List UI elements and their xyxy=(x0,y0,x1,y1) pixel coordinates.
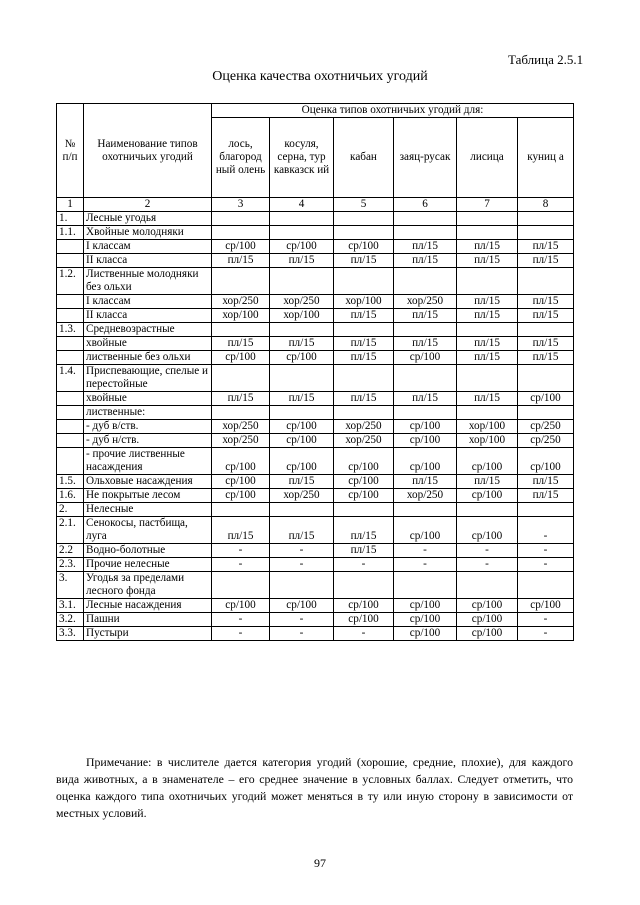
value-cell xyxy=(457,268,518,295)
value-cell xyxy=(394,503,457,517)
value-cell xyxy=(270,212,334,226)
value-cell: ср/100 xyxy=(334,613,394,627)
table-row xyxy=(57,406,574,420)
row-name: Нелесные xyxy=(84,503,212,517)
value-cell: ср/100 xyxy=(212,475,270,489)
value-cell: ср/100 xyxy=(270,420,334,434)
value-cell xyxy=(457,503,518,517)
value-cell xyxy=(334,365,394,392)
header-animal: косуля, серна, тур кавказск ий xyxy=(270,118,334,198)
value-cell xyxy=(270,268,334,295)
value-cell: - xyxy=(518,558,574,572)
value-cell: хор/100 xyxy=(457,420,518,434)
table-row xyxy=(57,309,574,323)
value-cell: пл/15 xyxy=(270,337,334,351)
value-cell: хор/250 xyxy=(394,295,457,309)
table-row xyxy=(57,627,574,641)
value-cell: пл/15 xyxy=(518,489,574,503)
value-cell xyxy=(270,406,334,420)
index-cell: 1 xyxy=(57,198,84,212)
row-name: II класса xyxy=(84,254,212,268)
value-cell: ср/100 xyxy=(457,448,518,475)
footnote: Примечание: в числителе дается категория угодий (хорошие, средние, плохие), для каждого вида животных, а в знаменателе – его среднее значение в условных баллах. Следует отметить, что оценка каждого типа охотничьих угодий может меняться в ту или иную сторону в зависимости от местных условий. xyxy=(56,755,573,820)
value-cell: хор/250 xyxy=(270,489,334,503)
value-cell xyxy=(394,572,457,599)
value-cell xyxy=(334,212,394,226)
table-row xyxy=(57,448,574,475)
row-number: 3.2. xyxy=(57,613,84,627)
value-cell: хор/100 xyxy=(334,295,394,309)
value-cell xyxy=(457,406,518,420)
row-number xyxy=(57,309,84,323)
value-cell: ср/100 xyxy=(270,599,334,613)
value-cell xyxy=(518,323,574,337)
value-cell xyxy=(394,212,457,226)
value-cell xyxy=(334,503,394,517)
row-number: 1.4. xyxy=(57,365,84,392)
value-cell: пл/15 xyxy=(518,337,574,351)
value-cell: пл/15 xyxy=(212,337,270,351)
value-cell: - xyxy=(394,558,457,572)
row-name: Прочие нелесные xyxy=(84,558,212,572)
value-cell: - xyxy=(457,558,518,572)
row-name: Сенокосы, пастбища, луга xyxy=(84,517,212,544)
index-cell: 4 xyxy=(270,198,334,212)
value-cell: хор/250 xyxy=(334,420,394,434)
value-cell: - xyxy=(212,613,270,627)
value-cell: хор/250 xyxy=(270,295,334,309)
value-cell: пл/15 xyxy=(518,351,574,365)
value-cell: пл/15 xyxy=(334,254,394,268)
table-row xyxy=(57,212,574,226)
value-cell: пл/15 xyxy=(394,392,457,406)
value-cell: - xyxy=(270,544,334,558)
header-animal: куниц а xyxy=(518,118,574,198)
row-number xyxy=(57,295,84,309)
value-cell xyxy=(334,268,394,295)
value-cell: хор/250 xyxy=(212,434,270,448)
row-number: 2.2 xyxy=(57,544,84,558)
value-cell: ср/100 xyxy=(457,517,518,544)
value-cell: хор/100 xyxy=(270,309,334,323)
row-name: - дуб в/ств. xyxy=(84,420,212,434)
row-name: - дуб н/ств. xyxy=(84,434,212,448)
value-cell xyxy=(394,323,457,337)
value-cell: ср/100 xyxy=(212,599,270,613)
row-number: 1.1. xyxy=(57,226,84,240)
value-cell: ср/100 xyxy=(457,489,518,503)
value-cell: ср/100 xyxy=(394,434,457,448)
value-cell: ср/100 xyxy=(394,420,457,434)
value-cell: ср/250 xyxy=(518,434,574,448)
value-cell: ср/100 xyxy=(518,448,574,475)
value-cell: ср/100 xyxy=(457,613,518,627)
value-cell: пл/15 xyxy=(457,351,518,365)
value-cell xyxy=(270,365,334,392)
value-cell: пл/15 xyxy=(334,337,394,351)
value-cell: пл/15 xyxy=(394,337,457,351)
index-cell: 8 xyxy=(518,198,574,212)
header-animal: лисица xyxy=(457,118,518,198)
value-cell xyxy=(457,212,518,226)
value-cell: ср/100 xyxy=(212,489,270,503)
value-cell: пл/15 xyxy=(270,517,334,544)
row-name: лиственные: xyxy=(84,406,212,420)
value-cell xyxy=(212,406,270,420)
value-cell: ср/100 xyxy=(270,240,334,254)
value-cell xyxy=(394,226,457,240)
value-cell xyxy=(457,323,518,337)
value-cell: ср/100 xyxy=(334,489,394,503)
value-cell: - xyxy=(518,517,574,544)
value-cell: ср/100 xyxy=(394,448,457,475)
value-cell: пл/15 xyxy=(518,475,574,489)
value-cell: ср/100 xyxy=(270,448,334,475)
value-cell: пл/15 xyxy=(394,254,457,268)
hunting-grounds-table xyxy=(56,103,574,641)
page-number: 97 xyxy=(314,856,326,870)
value-cell: пл/15 xyxy=(518,295,574,309)
index-cell: 5 xyxy=(334,198,394,212)
value-cell: ср/100 xyxy=(394,517,457,544)
row-number: 3.3. xyxy=(57,627,84,641)
table-row xyxy=(57,337,574,351)
value-cell: пл/15 xyxy=(518,254,574,268)
value-cell: - xyxy=(270,613,334,627)
value-cell: ср/250 xyxy=(518,420,574,434)
value-cell: ср/100 xyxy=(212,448,270,475)
row-name: лиственные без ольхи xyxy=(84,351,212,365)
header-animal: заяц-русак xyxy=(394,118,457,198)
value-cell xyxy=(334,323,394,337)
value-cell: - xyxy=(334,627,394,641)
value-cell: - xyxy=(518,627,574,641)
value-cell: пл/15 xyxy=(457,254,518,268)
row-number xyxy=(57,448,84,475)
value-cell: хор/100 xyxy=(212,309,270,323)
index-cell: 3 xyxy=(212,198,270,212)
value-cell: - xyxy=(518,613,574,627)
value-cell: ср/100 xyxy=(334,599,394,613)
row-number xyxy=(57,337,84,351)
value-cell: хор/250 xyxy=(394,489,457,503)
value-cell: пл/15 xyxy=(334,392,394,406)
value-cell xyxy=(212,503,270,517)
row-name: Хвойные молодняки xyxy=(84,226,212,240)
value-cell: ср/100 xyxy=(518,599,574,613)
value-cell: пл/15 xyxy=(270,254,334,268)
value-cell: ср/100 xyxy=(457,627,518,641)
value-cell: - xyxy=(334,558,394,572)
table-row xyxy=(57,558,574,572)
value-cell xyxy=(394,406,457,420)
value-cell: хор/250 xyxy=(212,420,270,434)
value-cell: ср/100 xyxy=(334,240,394,254)
row-number: 2. xyxy=(57,503,84,517)
value-cell: пл/15 xyxy=(457,392,518,406)
value-cell: пл/15 xyxy=(518,240,574,254)
row-number: 2.3. xyxy=(57,558,84,572)
value-cell xyxy=(457,226,518,240)
value-cell xyxy=(270,503,334,517)
table-row xyxy=(57,268,574,295)
value-cell xyxy=(212,572,270,599)
value-cell: - xyxy=(457,544,518,558)
value-cell: - xyxy=(212,627,270,641)
table-row xyxy=(57,434,574,448)
row-number xyxy=(57,240,84,254)
value-cell xyxy=(518,226,574,240)
value-cell: пл/15 xyxy=(457,240,518,254)
value-cell: пл/15 xyxy=(212,254,270,268)
value-cell: - xyxy=(212,558,270,572)
value-cell: пл/15 xyxy=(457,337,518,351)
table-row xyxy=(57,572,574,599)
value-cell: - xyxy=(212,544,270,558)
value-cell xyxy=(457,572,518,599)
row-number: 1.2. xyxy=(57,268,84,295)
row-number: 1. xyxy=(57,212,84,226)
value-cell: пл/15 xyxy=(457,309,518,323)
value-cell: пл/15 xyxy=(457,475,518,489)
row-number: 3. xyxy=(57,572,84,599)
row-number xyxy=(57,351,84,365)
value-cell xyxy=(518,268,574,295)
value-cell: пл/15 xyxy=(334,309,394,323)
value-cell xyxy=(518,572,574,599)
value-cell: ср/100 xyxy=(394,599,457,613)
value-cell: пл/15 xyxy=(334,544,394,558)
table-row xyxy=(57,613,574,627)
row-name: Ольховые насаждения xyxy=(84,475,212,489)
value-cell xyxy=(518,406,574,420)
table-row xyxy=(57,351,574,365)
value-cell xyxy=(334,226,394,240)
value-cell xyxy=(270,323,334,337)
value-cell: ср/100 xyxy=(270,434,334,448)
index-cell: 2 xyxy=(84,198,212,212)
row-number: 3.1. xyxy=(57,599,84,613)
value-cell xyxy=(212,365,270,392)
value-cell: - xyxy=(270,558,334,572)
table-number: Таблица 2.5.1 xyxy=(508,52,584,67)
value-cell xyxy=(334,572,394,599)
row-name: Водно-болотные xyxy=(84,544,212,558)
value-cell: ср/100 xyxy=(394,613,457,627)
row-name: Лесные насаждения xyxy=(84,599,212,613)
row-name: хвойные xyxy=(84,337,212,351)
value-cell: ср/100 xyxy=(518,392,574,406)
value-cell xyxy=(394,365,457,392)
value-cell xyxy=(212,226,270,240)
table-row xyxy=(57,392,574,406)
value-cell: пл/15 xyxy=(270,475,334,489)
value-cell xyxy=(518,212,574,226)
row-name: Приспевающие, спелые и перестойные xyxy=(84,365,212,392)
value-cell xyxy=(270,226,334,240)
value-cell: ср/100 xyxy=(334,448,394,475)
row-number xyxy=(57,420,84,434)
value-cell: пл/15 xyxy=(518,309,574,323)
value-cell: хор/100 xyxy=(457,434,518,448)
value-cell: хор/250 xyxy=(334,434,394,448)
value-cell xyxy=(457,365,518,392)
row-number: 2.1. xyxy=(57,517,84,544)
row-name: I классам xyxy=(84,295,212,309)
table-row xyxy=(57,420,574,434)
row-number xyxy=(57,434,84,448)
header-animal: кабан xyxy=(334,118,394,198)
value-cell: пл/15 xyxy=(334,517,394,544)
header-group: Оценка типов охотничьих угодий для: xyxy=(212,104,574,118)
value-cell xyxy=(212,212,270,226)
table-row xyxy=(57,226,574,240)
row-number xyxy=(57,254,84,268)
table-row xyxy=(57,517,574,544)
row-number: 1.5. xyxy=(57,475,84,489)
row-name: Пашни xyxy=(84,613,212,627)
value-cell: пл/15 xyxy=(394,475,457,489)
value-cell: пл/15 xyxy=(212,392,270,406)
index-cell: 6 xyxy=(394,198,457,212)
table-row xyxy=(57,489,574,503)
value-cell: ср/100 xyxy=(270,351,334,365)
table-row xyxy=(57,365,574,392)
row-number xyxy=(57,392,84,406)
value-cell xyxy=(212,268,270,295)
value-cell: пл/15 xyxy=(457,295,518,309)
index-cell: 7 xyxy=(457,198,518,212)
row-number: 1.6. xyxy=(57,489,84,503)
table-row xyxy=(57,295,574,309)
table-row xyxy=(57,475,574,489)
value-cell: - xyxy=(518,544,574,558)
row-name: хвойные xyxy=(84,392,212,406)
table-row xyxy=(57,254,574,268)
header-num: № п/п xyxy=(57,104,84,198)
value-cell: пл/15 xyxy=(394,309,457,323)
header-animal: лось, благород ный олень xyxy=(212,118,270,198)
value-cell: ср/100 xyxy=(212,240,270,254)
value-cell: хор/250 xyxy=(212,295,270,309)
row-number: 1.3. xyxy=(57,323,84,337)
value-cell: пл/15 xyxy=(334,351,394,365)
value-cell: пл/15 xyxy=(394,240,457,254)
table-row xyxy=(57,544,574,558)
value-cell: ср/100 xyxy=(394,351,457,365)
value-cell: пл/15 xyxy=(270,392,334,406)
row-number xyxy=(57,406,84,420)
value-cell xyxy=(212,323,270,337)
row-name: Угодья за пределами лесного фонда xyxy=(84,572,212,599)
value-cell: - xyxy=(270,627,334,641)
table-row xyxy=(57,240,574,254)
row-name: Лиственные молодняки без ольхи xyxy=(84,268,212,295)
value-cell xyxy=(334,406,394,420)
value-cell: ср/100 xyxy=(334,475,394,489)
row-name: I классам xyxy=(84,240,212,254)
row-name: II класса xyxy=(84,309,212,323)
row-name: Лесные угодья xyxy=(84,212,212,226)
row-name: - прочие лиственные насаждения xyxy=(84,448,212,475)
value-cell xyxy=(270,572,334,599)
value-cell: пл/15 xyxy=(212,517,270,544)
row-name: Средневозрастные xyxy=(84,323,212,337)
table-title: Оценка качества охотничьих угодий xyxy=(212,69,428,84)
value-cell xyxy=(518,365,574,392)
value-cell xyxy=(394,268,457,295)
value-cell: ср/100 xyxy=(212,351,270,365)
table-row xyxy=(57,503,574,517)
header-name: Наименование типов охотничьих угодий xyxy=(84,104,212,198)
value-cell xyxy=(518,503,574,517)
row-name: Пустыри xyxy=(84,627,212,641)
table-row xyxy=(57,323,574,337)
value-cell: ср/100 xyxy=(394,627,457,641)
value-cell: ср/100 xyxy=(457,599,518,613)
table-row xyxy=(57,599,574,613)
row-name: Не покрытые лесом xyxy=(84,489,212,503)
value-cell: - xyxy=(394,544,457,558)
